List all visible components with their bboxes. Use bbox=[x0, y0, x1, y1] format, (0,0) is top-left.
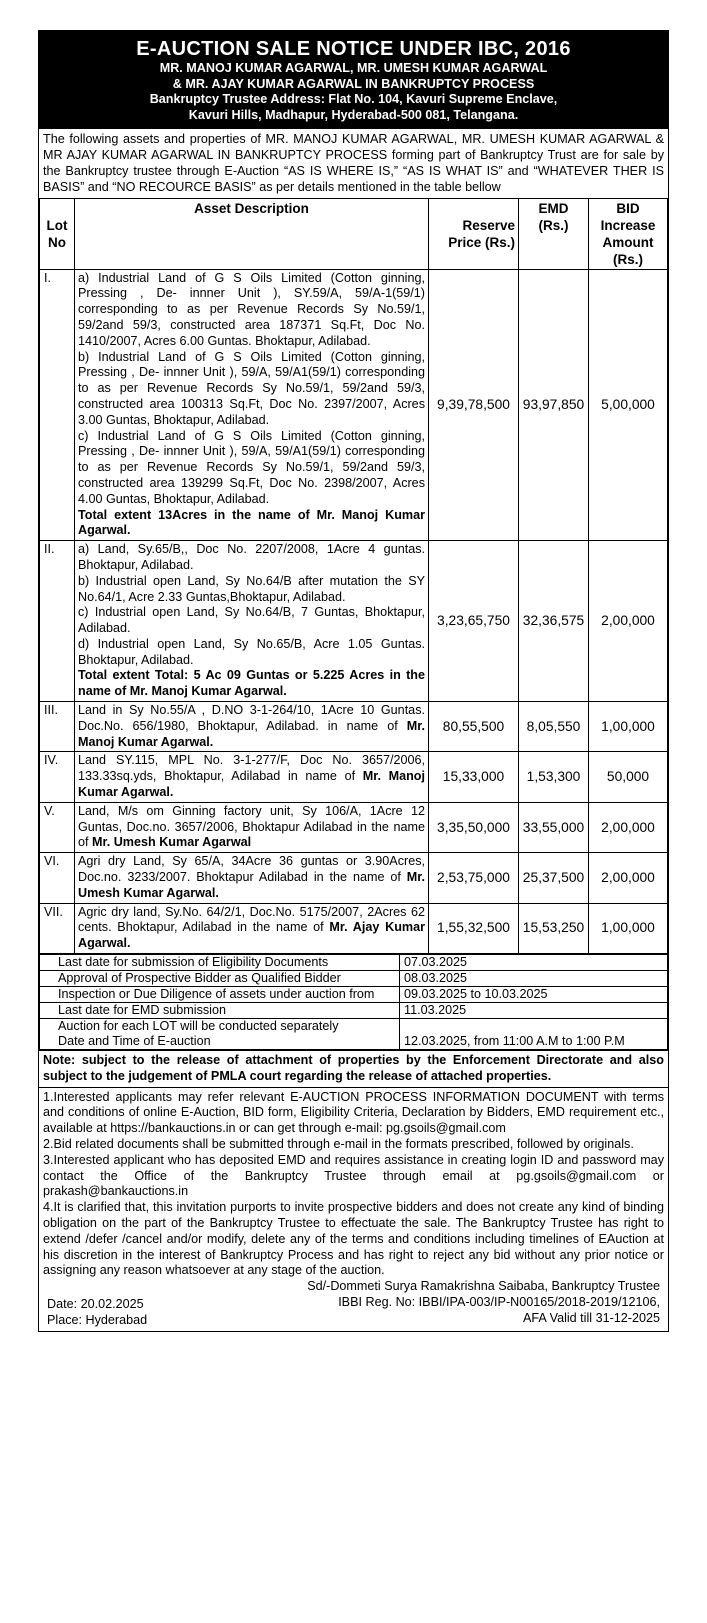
lot-reserve: 80,55,500 bbox=[429, 702, 519, 752]
schedule-value: 07.03.2025 bbox=[400, 955, 668, 971]
lot-description-line: b) Industrial open Land, Sy No.64/B after mutation the SY No.64/1, Acre 2.33 Guntas,Bhoktapur, Adilabad. bbox=[78, 573, 425, 604]
lot-description bbox=[75, 269, 429, 541]
header-line-1: MR. MANOJ KUMAR AGARWAL, MR. UMESH KUMAR AGARWAL bbox=[159, 61, 548, 75]
lot-description bbox=[75, 702, 429, 752]
lots-table bbox=[39, 198, 668, 954]
lot-row bbox=[40, 802, 668, 852]
lot-reserve: 9,39,78,500 bbox=[429, 269, 519, 541]
intro-paragraph: The following assets and properties of MR. MANOJ KUMAR AGARWAL, MR. UMESH KUMAR AGARWAL & MR AJAY KUMAR AGARWAL IN BANKRUPTCY PROCESS forming part of Bankruptcy Trust are for sale by the Bankruptcy trustee through E-Auction “AS IS WHERE IS,” “AS IS WHAT IS” and “WHATEVER THER IS BASIS” and “NO RECOURCE BASIS” as per details mentioned in the table bellow bbox=[43, 132, 664, 194]
signature-block bbox=[43, 1279, 664, 1331]
schedule-row bbox=[40, 955, 668, 971]
lot-row bbox=[40, 541, 668, 702]
col-asset-description: Asset Description bbox=[75, 198, 429, 269]
lot-description bbox=[75, 752, 429, 802]
lot-description-line: a) Industrial Land of G S Oils Limited (Cotton ginning, Pressing , De- innner Unit ), SY.59/A, 59/A-1(59/1) corresponding to as per Revenue Records Sy No.59/1, 59/2and 59/3, constructed area 187371 Sq.Ft, Doc No. 1410/2007, Acres 6.00 Guntas. Bhoktapur, Adilabad. bbox=[78, 270, 425, 348]
schedule-label: Last date for submission of Eligibility Documents bbox=[40, 955, 400, 971]
lot-number: II. bbox=[40, 541, 75, 702]
lot-emd: 33,55,000 bbox=[519, 802, 589, 852]
lot-emd: 93,97,850 bbox=[519, 269, 589, 541]
lot-number: V. bbox=[40, 802, 75, 852]
note-paragraph: Note: subject to the release of attachment of properties by the Enforcement Directorate and also subject to the judgement of PMLA court regarding the release of attached properties. bbox=[39, 1050, 668, 1087]
lot-emd: 8,05,550 bbox=[519, 702, 589, 752]
lot-reserve: 2,53,75,000 bbox=[429, 853, 519, 903]
auction-notice bbox=[38, 30, 669, 1332]
lot-bid: 1,00,000 bbox=[589, 903, 668, 953]
notice-header bbox=[39, 31, 668, 129]
lot-number: VI. bbox=[40, 853, 75, 903]
lot-reserve: 1,55,32,500 bbox=[429, 903, 519, 953]
term-4: 4.It is clarified that, this invitation purports to invite prospective bidders and does not create any kind of binding obligation on the part of the Bankruptcy Trustee to effectuate the sale. The Bankruptcy Trustee has right to extend /defer /cancel and/or modify, delete any of the terms and conditions including timelines of EAuction at his discretion in the interest of Bankruptcy Process and has right to reject any bid without any prior notice or assigning any reason whatsoever at any stage of the auction. bbox=[43, 1200, 664, 1278]
schedule-label: Last date for EMD submission bbox=[40, 1003, 400, 1019]
trustee-signature: Sd/-Dommeti Surya Ramakrishna Saibaba, Bankruptcy Trustee bbox=[307, 1279, 660, 1294]
lot-bid: 2,00,000 bbox=[589, 802, 668, 852]
lot-description-line: a) Land, Sy.65/B,, Doc No. 2207/2008, 1Acre 4 guntas. Bhoktapur, Adilabad. bbox=[78, 542, 425, 572]
lot-description-text: Agric dry land, Sy.No. 64/2/1, Doc.No. 5175/2007, 2Acres 62 cents. Bhoktapur, Adilabad in the name of bbox=[78, 904, 425, 935]
lot-description-line: d) Industrial open Land, Sy No.65/B, Acre 1.05 Guntas. Bhoktapur, Adilabad. bbox=[78, 636, 425, 667]
lot-reserve: 15,33,000 bbox=[429, 752, 519, 802]
auction-date-value: 12.03.2025, from 11:00 A.M to 1:00 P.M bbox=[400, 1019, 668, 1050]
header-line-3: Bankruptcy Trustee Address: Flat No. 104, Kavuri Supreme Enclave, bbox=[149, 92, 558, 107]
col-lot-no: Lot No bbox=[40, 198, 75, 269]
schedule-value: 09.03.2025 to 10.03.2025 bbox=[400, 987, 668, 1003]
lot-row bbox=[40, 702, 668, 752]
col-bid-increase: BID Increase Amount (Rs.) bbox=[589, 198, 668, 269]
lot-row bbox=[40, 752, 668, 802]
schedule-label: Approval of Prospective Bidder as Qualified Bidder bbox=[40, 971, 400, 987]
auction-separate-note: Auction for each LOT will be conducted separately bbox=[58, 1019, 339, 1034]
lot-description-text: Land SY.115, MPL No. 3-1-277/F, Doc No. 3657/2006, 133.33sq.yds, Bhoktapur, Adilabad in name of bbox=[78, 753, 425, 784]
lot-row bbox=[40, 903, 668, 953]
term-1: 1.Interested applicants may refer relevant E-AUCTION PROCESS INFORMATION DOCUMENT with terms and conditions of online E-Auction, BID form, Eligibility Criteria, Declaration by Bidders, EMD requirement etc., available at https://bankauctions.in or can get through e-mail: pg.gsoils@gmail.com bbox=[43, 1089, 664, 1136]
lot-number: IV. bbox=[40, 752, 75, 802]
schedule-table bbox=[39, 954, 668, 1050]
lot-owner: Mr. Umesh Kumar Agarwal. bbox=[78, 870, 425, 900]
schedule-label: Inspection or Due Diligence of assets under auction from bbox=[40, 987, 400, 1003]
col-reserve-price: Reserve Price (Rs.) bbox=[429, 198, 519, 269]
schedule-row bbox=[40, 987, 668, 1003]
schedule-row bbox=[40, 971, 668, 987]
schedule-value: 11.03.2025 bbox=[400, 1003, 668, 1019]
lot-description-text: Agri dry Land, Sy 65/A, 34Acre 36 guntas or 3.90Acres, Doc.no. 3233/2007. Bhoktapur Adilabad in the name of bbox=[78, 854, 425, 885]
lot-description bbox=[75, 903, 429, 953]
auction-row bbox=[40, 1019, 668, 1050]
lot-row bbox=[40, 269, 668, 541]
lot-emd: 1,53,300 bbox=[519, 752, 589, 802]
lot-bid: 2,00,000 bbox=[589, 853, 668, 903]
lot-number: VII. bbox=[40, 903, 75, 953]
header-line-2: & MR. AJAY KUMAR AGARWAL IN BANKRUPTCY PROCESS bbox=[172, 76, 535, 91]
auction-date-label: Date and Time of E-auction bbox=[58, 1034, 211, 1049]
notice-place: Place: Hyderabad bbox=[47, 1312, 148, 1327]
lots-body bbox=[40, 269, 668, 953]
lot-description-line: c) Industrial Land of G S Oils Limited (Cotton ginning, Pressing , De- innner Unit ), 59/A, 59/A1(59/1) corresponding to as per Revenue Records Sy No.59/1, 59/2and 59/3, constructed area 139299 Sq.Ft, Doc No. 2398/2007, Acres 4.00 Guntas, Bhoktapur, Adilabad. bbox=[78, 428, 425, 506]
term-3: 3.Interested applicant who has deposited EMD and requires assistance in creating login ID and password may contact the Office of the Bankruptcy Trustee through email at pg.gsoils@gmail.com or prakash@bankauctions.in bbox=[43, 1152, 664, 1199]
lot-owner: Total extent Total: 5 Ac 09 Guntas or 5.225 Acres in the name of Mr. Manoj Kumar Agarwal. bbox=[78, 668, 425, 699]
schedule-body bbox=[40, 955, 668, 1019]
lot-owner: Mr. Ajay Kumar Agarwal. bbox=[78, 920, 425, 951]
lot-description bbox=[75, 853, 429, 903]
lot-description-text: Land, M/s om Ginning factory unit, Sy 106/A, 1Acre 12 Guntas, Doc.no. 3657/2006, Bhoktapur Adilabad in the name of bbox=[78, 803, 425, 850]
header-line-4: Kavuri Hills, Madhapur, Hyderabad-500 081, Telangana. bbox=[188, 107, 519, 122]
lot-bid: 50,000 bbox=[589, 752, 668, 802]
lot-owner: Mr. Umesh Kumar Agarwal bbox=[92, 835, 252, 850]
lot-reserve: 3,23,65,750 bbox=[429, 541, 519, 702]
notice-title: E-AUCTION SALE NOTICE UNDER IBC, 2016 bbox=[136, 38, 571, 60]
afa-validity: AFA Valid till 31-12-2025 bbox=[523, 1310, 660, 1325]
lot-description-line: c) Industrial open Land, Sy No.64/B, 7 Guntas, Bhoktapur, Adilabad. bbox=[78, 605, 425, 636]
lot-description-text: Land in Sy No.55/A , D.NO 3-1-264/10, 1Acre 10 Guntas. Doc.No. 656/1980, Bhoktapur, Adilabad. in name of bbox=[78, 703, 425, 733]
col-emd: EMD (Rs.) bbox=[519, 198, 589, 269]
lot-bid: 1,00,000 bbox=[589, 702, 668, 752]
lot-description bbox=[75, 541, 429, 702]
lot-description-line: b) Industrial Land of G S Oils Limited (Cotton ginning, Pressing , De- innner Unit ), 59/A, 59/A1(59/1) corresponding to as per Revenue Records Sy No.59/1, 59/2and 59/3, constructed area 100313 Sq.Ft, Doc No. 2397/2007, Acres 3.00 Guntas, Bhoktapur, Adilabad. bbox=[78, 349, 425, 427]
schedule-row bbox=[40, 1003, 668, 1019]
lot-owner: Mr. Manoj Kumar Agarwal. bbox=[78, 718, 425, 749]
term-2: 2.Bid related documents shall be submitted through e-mail in the formats prescribed, followed by originals. bbox=[43, 1137, 634, 1152]
lot-number: III. bbox=[40, 702, 75, 752]
lot-bid: 2,00,000 bbox=[589, 541, 668, 702]
schedule-value: 08.03.2025 bbox=[400, 971, 668, 987]
lot-description bbox=[75, 802, 429, 852]
terms-section bbox=[39, 1087, 668, 1332]
ibbi-reg-no: IBBI Reg. No: IBBI/IPA-003/IP-N00165/2018-2019/12106, bbox=[338, 1294, 660, 1309]
lot-emd: 32,36,575 bbox=[519, 541, 589, 702]
lot-row bbox=[40, 853, 668, 903]
lot-number: I. bbox=[40, 269, 75, 541]
notice-date: Date: 20.02.2025 bbox=[47, 1297, 144, 1312]
lots-header-row bbox=[40, 198, 668, 269]
lot-owner: Mr. Manoj Kumar Agarwal. bbox=[78, 769, 425, 800]
lot-emd: 15,53,250 bbox=[519, 903, 589, 953]
lot-owner: Total extent 13Acres in the name of Mr. Manoj Kumar Agarwal. bbox=[78, 507, 425, 538]
lot-bid: 5,00,000 bbox=[589, 269, 668, 541]
lot-emd: 25,37,500 bbox=[519, 853, 589, 903]
lot-reserve: 3,35,50,000 bbox=[429, 802, 519, 852]
